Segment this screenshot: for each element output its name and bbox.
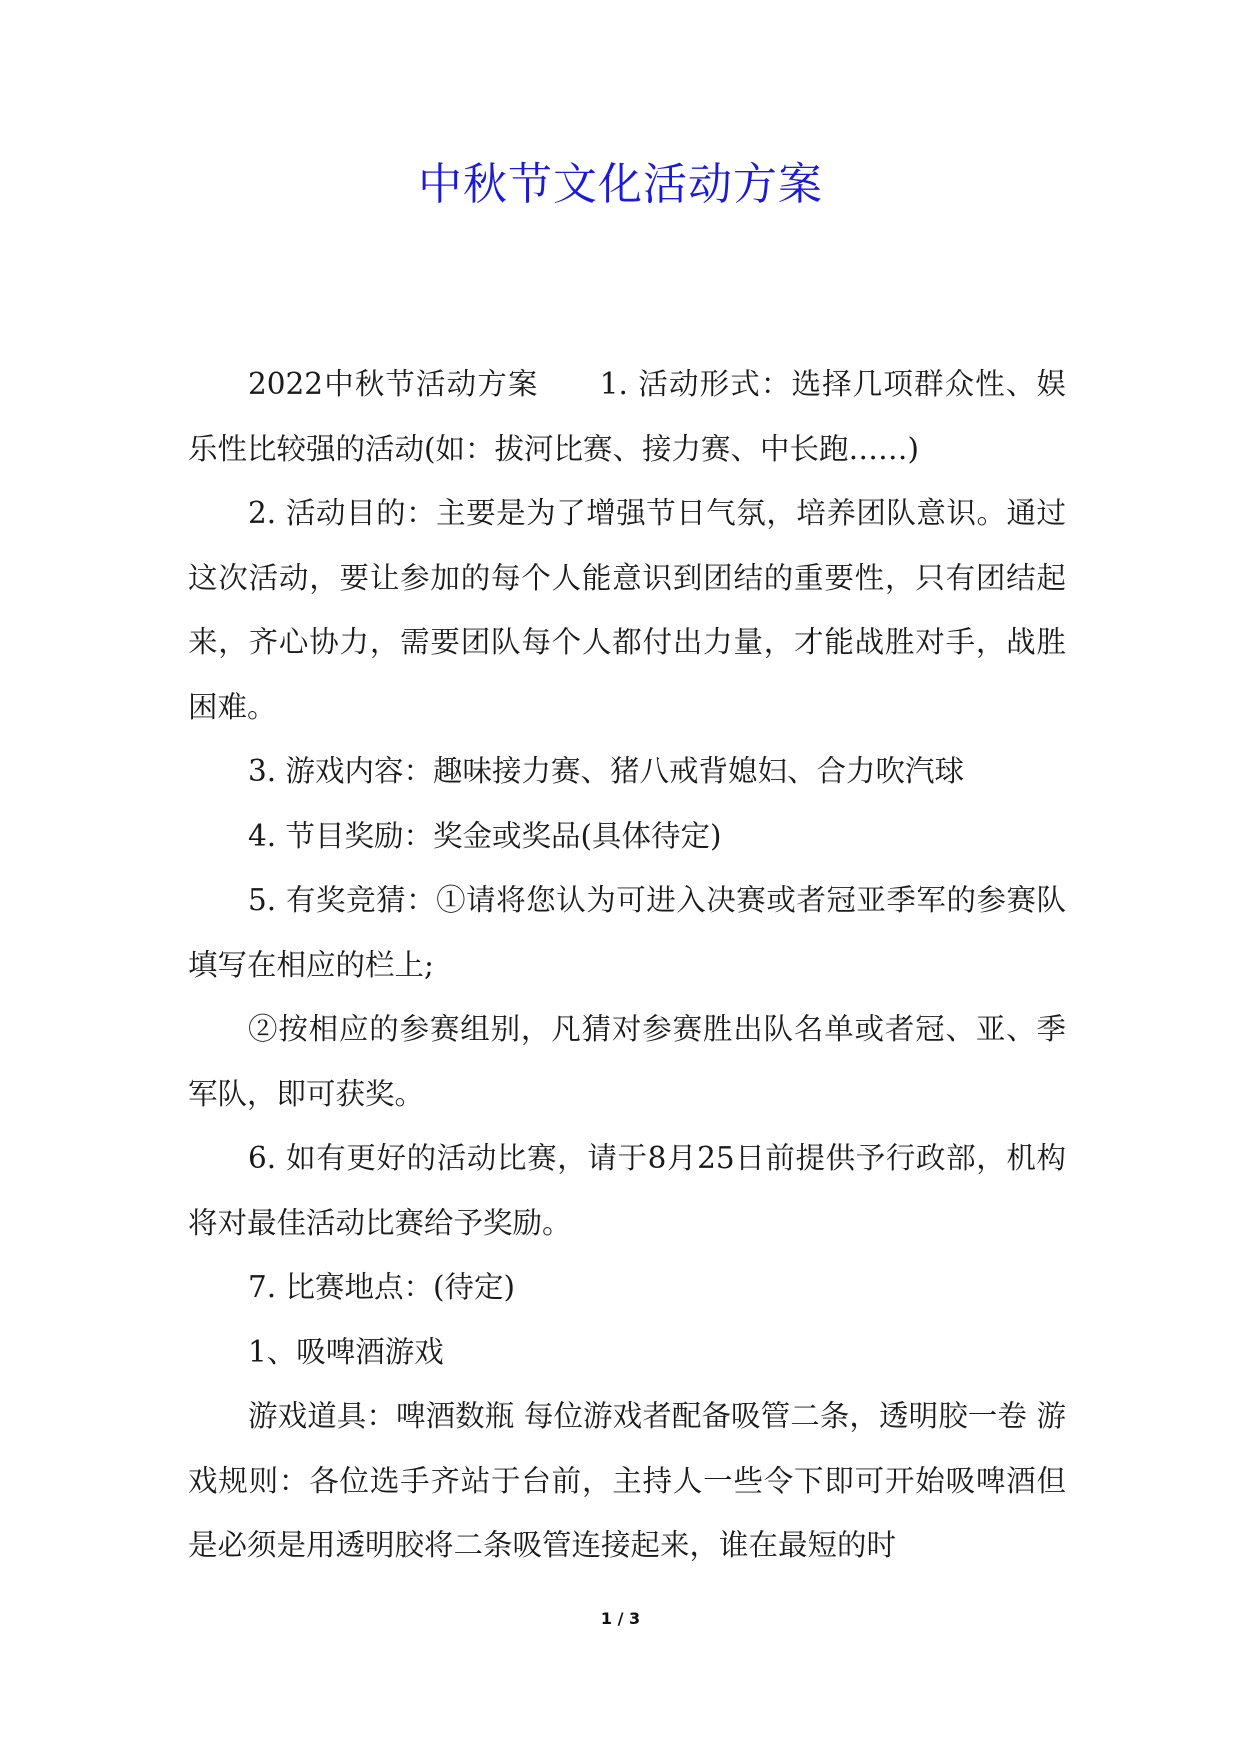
paragraph: 7. 比赛地点：(待定) <box>248 1270 516 1304</box>
paragraph: 2022中秋节活动方案 1. 活动形式：选择几项群众性、娱乐性比较强的活动(如：拔河比赛、接力赛、中长跑……) <box>188 367 1066 466</box>
paragraph: 2. 活动目的：主要是为了增强节日气氛，培养团队意识。通过这次活动，要让参加的每个人能意识到团结的重要性，只有团结起来，齐心协力，需要团队每个人都付出力量，才能战胜对手，战胜困难。 <box>188 496 1066 724</box>
paragraph: 6. 如有更好的活动比赛，请于8月25日前提供予行政部，机构将对最佳活动比赛给予奖励。 <box>188 1141 1066 1240</box>
document-title: 中秋节文化活动方案 <box>418 159 823 210</box>
page-number: 1 / 3 <box>600 1609 641 1628</box>
paragraph: 5. 有奖竞猜：①请将您认为可进入决赛或者冠亚季军的参赛队填写在相应的栏上; <box>188 883 1066 982</box>
paragraph: ②按相应的参赛组别，凡猜对参赛胜出队名单或者冠、亚、季军队，即可获奖。 <box>188 1012 1066 1111</box>
paragraph: 1、吸啤酒游戏 <box>248 1334 444 1369</box>
paragraph: 3. 游戏内容：趣味接力赛、猪八戒背媳妇、合力吹汽球 <box>248 754 965 788</box>
paragraph: 4. 节目奖励：奖金或奖品(具体待定) <box>248 818 722 853</box>
document-body <box>188 352 1066 1578</box>
paragraph: 游戏道具：啤酒数瓶 每位游戏者配备吸管二条，透明胶一卷 游戏规则：各位选手齐站于台前，主持人一些令下即可开始吸啤酒但是必须是用透明胶将二条吸管连接起来，谁在最短的时 <box>188 1399 1066 1562</box>
